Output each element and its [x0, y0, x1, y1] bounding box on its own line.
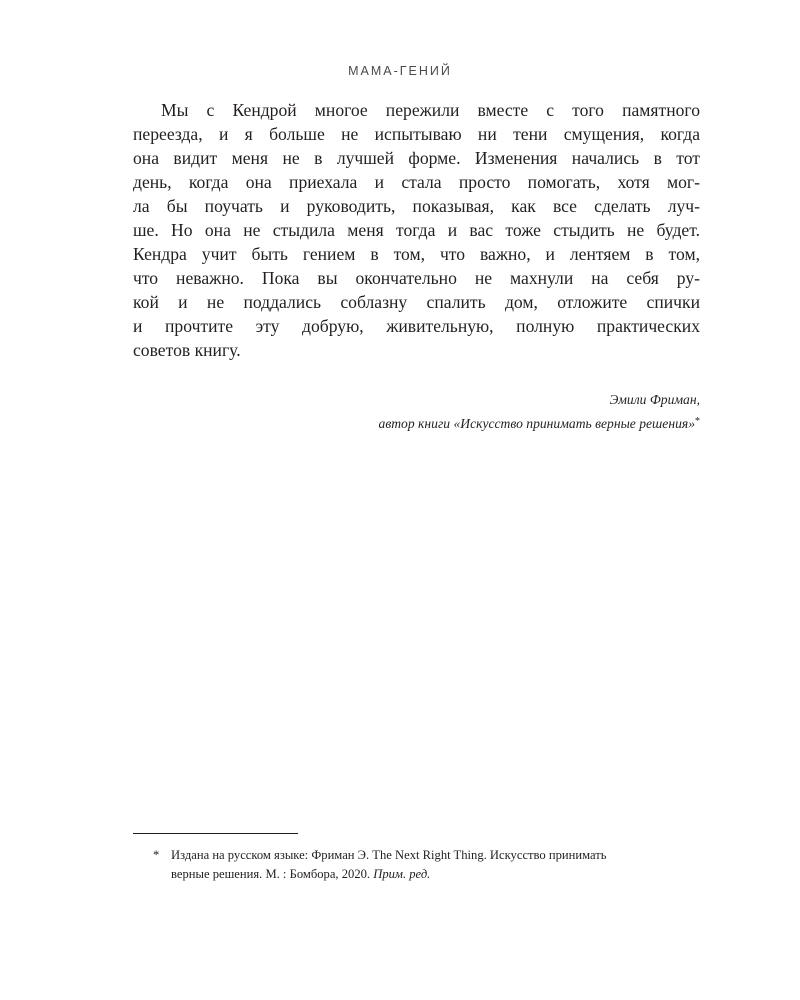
paragraph-line: Кендра учит быть гением в том, что важно, и лентяем в том,	[133, 244, 700, 264]
paragraph-line: ла бы поучать и руководить, показывая, как все сделать луч-	[133, 196, 700, 216]
paragraph-line: Мы с Кендрой многое пережили вместе с того памятного	[161, 100, 700, 120]
paragraph-line: кой и не поддались соблазну спалить дом, отложите спички	[133, 292, 700, 312]
paragraph-line: советов книгу.	[133, 340, 241, 360]
editor-note: Прим. ред.	[373, 867, 431, 881]
paragraph-line: ше. Но она не стыдила меня тогда и вас тоже стыдить не будет.	[133, 220, 700, 240]
running-head: МАМА-ГЕНИЙ	[348, 64, 452, 78]
footnote-line: Издана на русском языке: Фриман Э. The Next Right Thing. Искусство принимать	[171, 848, 607, 862]
footnote	[155, 846, 703, 884]
paragraph-line: и прочтите эту добрую, живительную, полную практических	[133, 316, 700, 336]
paragraph-line: она видит меня не в лучшей форме. Изменения начались в тот	[133, 148, 700, 168]
paragraph-line: что неважно. Пока вы окончательно не махнули на себя ру-	[133, 268, 700, 288]
footnote-divider	[133, 833, 298, 834]
footnote-line	[155, 865, 703, 884]
footnote-marker: *	[153, 848, 160, 862]
attribution-role-line	[379, 412, 700, 436]
attribution-role: автор книги «Искусство принимать верные решения»	[378, 416, 695, 431]
footnote-line-text: верные решения. М. : Бомбора, 2020.	[171, 867, 374, 881]
paragraph-line: день, когда она приехала и стала просто помогать, хотя мог-	[133, 172, 700, 192]
body-paragraph	[133, 98, 700, 362]
paragraph-line: переезда, и я больше не испытываю ни тени смущения, когда	[133, 124, 700, 144]
footnote-reference[interactable]: *	[695, 416, 700, 427]
attribution	[379, 388, 700, 436]
attribution-name: Эмили Фриман,	[609, 392, 700, 407]
